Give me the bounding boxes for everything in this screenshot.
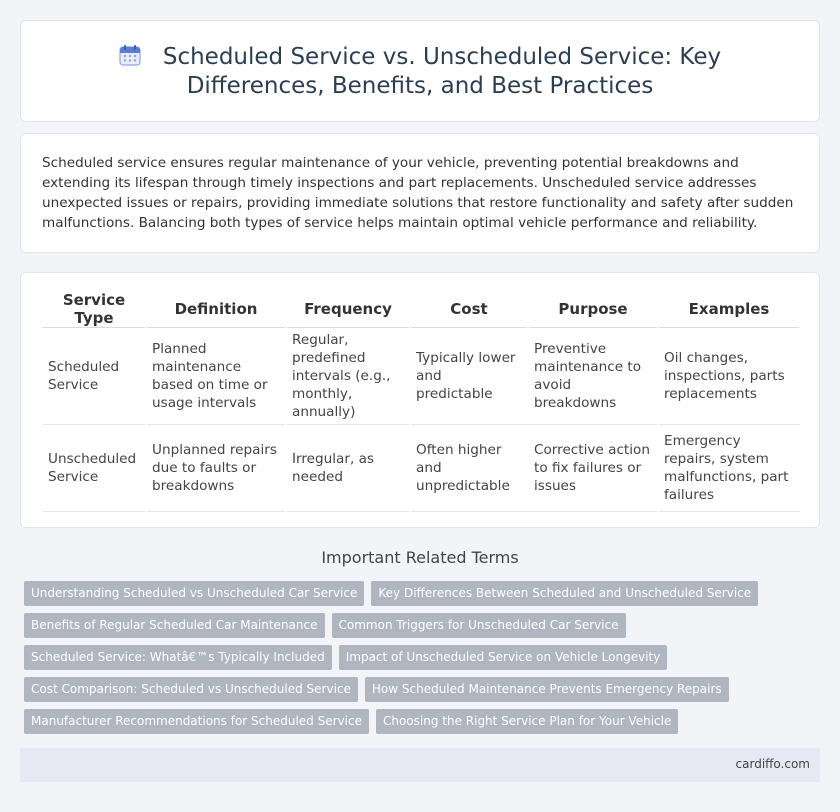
comparison-table-card — [20, 272, 820, 528]
related-term-tag[interactable]: Benefits of Regular Scheduled Car Maintenance — [24, 613, 325, 638]
related-terms-list — [24, 581, 804, 741]
related-term-tag[interactable]: How Scheduled Maintenance Prevents Emergency Repairs — [365, 677, 729, 702]
footer-site-link[interactable]: cardiffo.com — [735, 757, 810, 771]
table-header-row — [43, 291, 799, 328]
column-header: Purpose — [529, 291, 657, 328]
title-card — [20, 20, 820, 122]
related-term-tag[interactable]: Common Triggers for Unscheduled Car Service — [332, 613, 626, 638]
related-term-tag[interactable]: Cost Comparison: Scheduled vs Unscheduled Service — [24, 677, 358, 702]
related-term-tag[interactable]: Impact of Unscheduled Service on Vehicle Longevity — [339, 645, 668, 670]
table-cell: Typically lower and predictable — [411, 328, 527, 425]
related-term-tag[interactable]: Scheduled Service: Whatâ€™s Typically Included — [24, 645, 332, 670]
related-term-tag[interactable]: Understanding Scheduled vs Unscheduled Car Service — [24, 581, 364, 606]
table-cell: Irregular, as needed — [287, 425, 409, 512]
column-header: Frequency — [287, 291, 409, 328]
column-header: Examples — [659, 291, 799, 328]
tag-row — [24, 613, 804, 638]
tag-row — [24, 677, 804, 702]
comparison-table — [41, 291, 801, 512]
intro-paragraph: Scheduled service ensures regular maintenance of your vehicle, preventing potential breakdowns and extending its lifespan through timely inspections and part replacements. Unscheduled service addresses unexpected issues or repairs, providing immediate solutions that restore functionality and safety after sudden malfunctions. Balancing both types of service helps maintain optimal vehicle performance and reliability. — [42, 155, 794, 231]
table-cell: Unplanned repairs due to faults or breakdowns — [147, 425, 285, 512]
tag-row — [24, 645, 804, 670]
page-title-wrap — [21, 43, 819, 101]
table-cell: Planned maintenance based on time or usage intervals — [147, 328, 285, 425]
table-cell: Corrective action to fix failures or issues — [529, 425, 657, 512]
footer — [20, 748, 820, 782]
table-cell: Emergency repairs, system malfunctions, part failures — [659, 425, 799, 512]
related-term-tag[interactable]: Choosing the Right Service Plan for Your Vehicle — [376, 709, 678, 734]
calendar-icon — [119, 44, 141, 66]
table-cell: Scheduled Service — [43, 328, 145, 425]
related-term-tag[interactable]: Key Differences Between Scheduled and Unscheduled Service — [371, 581, 758, 606]
related-term-tag[interactable]: Manufacturer Recommendations for Scheduled Service — [24, 709, 369, 734]
intro-card — [20, 133, 820, 253]
column-header: Cost — [411, 291, 527, 328]
table-cell: Often higher and unpredictable — [411, 425, 527, 512]
tag-row — [24, 581, 804, 606]
related-terms-heading: Important Related Terms — [321, 548, 519, 567]
table-row — [43, 328, 799, 425]
table-cell: Preventive maintenance to avoid breakdowns — [529, 328, 657, 425]
table-cell: Unscheduled Service — [43, 425, 145, 512]
tag-row — [24, 709, 804, 734]
column-header: Service Type — [43, 291, 145, 328]
table-cell: Oil changes, inspections, parts replacements — [659, 328, 799, 425]
page-title: Scheduled Service vs. Unscheduled Service: Key Differences, Benefits, and Best Practices — [162, 44, 722, 99]
table-cell: Regular, predefined intervals (e.g., monthly, annually) — [287, 328, 409, 425]
column-header: Definition — [147, 291, 285, 328]
table-row — [43, 425, 799, 512]
